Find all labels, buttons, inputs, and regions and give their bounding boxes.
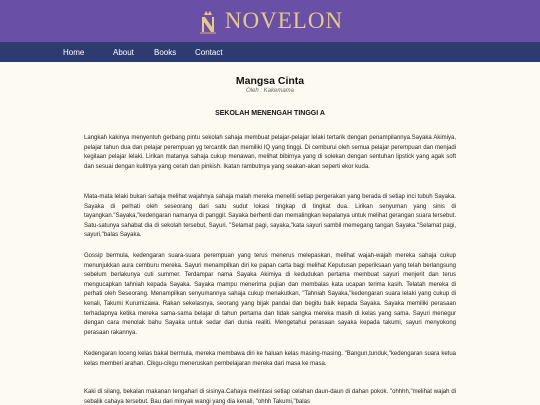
- story-author: Oleh : Kakemama: [245, 88, 295, 94]
- nav-books-link[interactable]: Books: [154, 47, 177, 57]
- story-content: [84, 75, 456, 405]
- nav-about-link[interactable]: About: [113, 47, 134, 57]
- site-logo[interactable]: [197, 8, 343, 34]
- story-paragraph: Kedengaran loceng kelas bakal bermula, mereka membawa diri ke haluan kelas masing-masing. "Bangun,tunduk,"kedengaran suara ketua kelas memberi arahan. Cikgu-cikgu meneruskan pembelajaran mereka dari masa ke masa.: [84, 351, 456, 367]
- story-paragraph: Mata-mata lelaki bukan sahaja melihat wajahnya sahaja malah mereka meneliti setiap pergerakan yang berada di setiap inci tubuh Sayaka. Sayaka di perhati oleh seseorang dari satu sudut lokasi tingkap di tingkat dua. Lirikan senyuman yang sinis di tayangkan."Sayaka,"kedengaran namanya di panggil. Sayaka berhenti dan memalingkan kepalanya untuk melihat gerangan suara tersebut. Satu-satunya sahabat dia di sekolah tersebut, Sayuri. "Selamat pagi, sayaka,"kata sayuri sambil memegang tangan Sayaka."Selamat pagi, sayuri,"balas Sayaka.: [84, 194, 456, 239]
- nav-contact-link[interactable]: Contact: [195, 47, 223, 57]
- site-header: [0, 0, 540, 42]
- main-navigation: [0, 42, 540, 62]
- story-paragraph: Gossip bermula, kedengaran suara-suara perempuan yang terus menerus melepaskan, melihat wajah-wajah mereka sahaja cukup menunjukkan aura cemburu mereka. Sayuri menampilkan diri ke papan carta bagi melihat Keputusan peperiksaan yang telah berlangsung sebelum berlakunya cuti summer. Terdampar nama Sayaka Akimiya di kedudukan pertama membuat sayuri menjerit dan terus mengucapkan tahniah kepada Sayaka. Sayaka mampu menerima pujian dan membalas kata ucapan terima kasih. Telatah mereka di perhati oleh Seseorang. Menampilkan senyumannya sahaja cukup menakutkan, "Tahniah Sayaka,"kedengaran suara lelaki yang cukup di kenali, Takumi Kurumizawa. Rakan sekelasnya, seorang yang bijak pandai dan begitu baik kepada Sayaka. Sayaka memiliki perasaan terhadapnya ketika mereka sama-sama belajar di tahun pertama dan tidak sangka mereka masih di kelas yang sama. Sayuri menegur dengan cara menolak bahu Sayaka untuk sedar dari dunia realiti. Mengetahui perasaan sayaka kepada takumi, sayuri menyokong perasaan rakannya.: [84, 253, 456, 336]
- logo-n-crown-icon: [197, 8, 219, 34]
- story-paragraph: Kaki di silang, bekalan makanan tengahari di sisinya.Cahaya melintasi setiap celahan daun-daun di dahan pokok. "ohhhh,"melihat wajah di sebalik cahaya tersebut. Bau dari minyak wangi yang dia kenali, "ohhh Takumi,"balas: [84, 389, 456, 405]
- nav-home-link[interactable]: Home: [63, 47, 85, 57]
- chapter-heading: SEKOLAH MENENGAH TINGGI A: [215, 110, 325, 117]
- site-name: NOVELON: [224, 8, 344, 33]
- story-paragraph: Langkah kakinya menyentuh gerbang pintu sekolah sahaja membuat pelajar-pelajar lelaki tertarik dengan penampilannya.Sayaka Akimiya, pelajar tahun dua dan pelajar perempuan yg tercantik dan memiliki IQ yang tinggi. Di cemburui oleh semua pelajar perempuan dan menjadi kegilaan pelajar lelaki. Lirikan matanya sahaja cukup menawan, melihat bibirnya yang di solekan dengan sentuhan lipstick yang agak soft dan sesuai dengan kulitnya yang cerah dan pinkish. Ikatan rambutnya yang seakan-akan seperti ekor kuda.: [84, 135, 456, 170]
- story-title: Mangsa Cinta: [235, 75, 305, 87]
